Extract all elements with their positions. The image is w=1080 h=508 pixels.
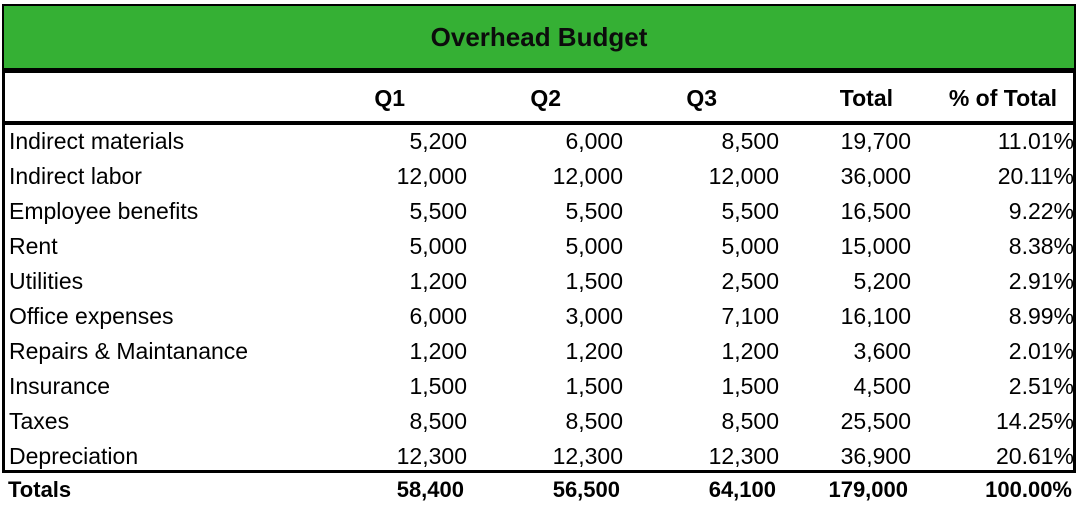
column-header-pct: % of Total xyxy=(948,85,1057,111)
cell-total: 36,000 xyxy=(840,163,911,189)
cell-q1: 6,000 xyxy=(409,303,467,329)
cell-pct: 9.22% xyxy=(1008,198,1074,224)
cell-q1: 12,000 xyxy=(396,163,467,189)
cell-pct: 20.61% xyxy=(995,443,1074,469)
column-header-q3: Q3 xyxy=(686,85,717,111)
cell-q3: 5,500 xyxy=(721,198,779,224)
row-label: Indirect materials xyxy=(9,128,185,154)
column-header-total: Total xyxy=(839,85,893,111)
cell-q1: 12,300 xyxy=(396,443,467,469)
table-row xyxy=(5,440,1073,475)
cell-q2: 3,000 xyxy=(565,303,623,329)
table-title: Overhead Budget xyxy=(2,4,1076,70)
cell-q2: 5,000 xyxy=(565,233,623,259)
cell-pct: 11.01% xyxy=(997,128,1074,154)
column-header-q2: Q2 xyxy=(530,85,561,111)
cell-pct: 8.38% xyxy=(1008,233,1074,259)
column-header-row xyxy=(2,70,1076,124)
cell-q3: 8,500 xyxy=(721,408,779,434)
cell-total: 19,700 xyxy=(840,128,911,154)
row-label: Taxes xyxy=(9,408,70,434)
cell-pct: 2.01% xyxy=(1008,338,1074,364)
row-label: Depreciation xyxy=(9,443,139,469)
cell-q2: 12,000 xyxy=(552,163,623,189)
cell-q2: 1,500 xyxy=(565,373,623,399)
table-row xyxy=(5,300,1073,335)
row-label: Repairs & Maintanance xyxy=(9,338,249,364)
totals-total: 179,000 xyxy=(828,477,908,502)
cell-q2: 1,500 xyxy=(565,268,623,294)
table-row xyxy=(5,405,1073,440)
totals-q1: 58,400 xyxy=(396,477,464,502)
cell-q3: 12,300 xyxy=(708,443,779,469)
row-label: Employee benefits xyxy=(9,198,199,224)
table-body xyxy=(2,122,1076,473)
totals-label: Totals xyxy=(8,477,72,502)
cell-q1: 8,500 xyxy=(409,408,467,434)
cell-total: 5,200 xyxy=(853,268,911,294)
cell-q2: 8,500 xyxy=(565,408,623,434)
cell-total: 16,100 xyxy=(840,303,911,329)
cell-total: 3,600 xyxy=(853,338,911,364)
cell-q1: 1,500 xyxy=(409,373,467,399)
column-header-q1: Q1 xyxy=(374,85,405,111)
cell-q1: 5,200 xyxy=(409,128,467,154)
totals-row xyxy=(2,473,1076,506)
row-label: Rent xyxy=(9,233,58,259)
cell-q2: 1,200 xyxy=(565,338,623,364)
cell-pct: 2.51% xyxy=(1008,373,1074,399)
row-label: Insurance xyxy=(9,373,111,399)
cell-q1: 5,500 xyxy=(409,198,467,224)
row-label: Utilities xyxy=(9,268,84,294)
cell-q3: 8,500 xyxy=(721,128,779,154)
cell-total: 25,500 xyxy=(840,408,911,434)
totals-q3: 64,100 xyxy=(708,477,776,502)
table-row xyxy=(5,195,1073,230)
cell-q3: 2,500 xyxy=(721,268,779,294)
table-row xyxy=(5,370,1073,405)
cell-q3: 7,100 xyxy=(721,303,779,329)
cell-q3: 12,000 xyxy=(708,163,779,189)
cell-q2: 5,500 xyxy=(565,198,623,224)
cell-q3: 1,500 xyxy=(721,373,779,399)
cell-pct: 2.91% xyxy=(1008,268,1074,294)
table-row xyxy=(5,265,1073,300)
totals-pct: 100.00% xyxy=(985,477,1072,502)
table-row xyxy=(5,335,1073,370)
table-row xyxy=(5,125,1073,160)
cell-total: 36,900 xyxy=(840,443,911,469)
cell-q1: 5,000 xyxy=(409,233,467,259)
cell-total: 15,000 xyxy=(840,233,911,259)
cell-q3: 5,000 xyxy=(721,233,779,259)
cell-pct: 20.11% xyxy=(997,163,1074,189)
cell-pct: 8.99% xyxy=(1008,303,1074,329)
table-row xyxy=(5,230,1073,265)
cell-q1: 1,200 xyxy=(409,268,467,294)
cell-total: 16,500 xyxy=(840,198,911,224)
cell-pct: 14.25% xyxy=(995,408,1074,434)
cell-q3: 1,200 xyxy=(721,338,779,364)
row-label: Office expenses xyxy=(9,303,174,329)
table-row xyxy=(5,160,1073,195)
cell-q1: 1,200 xyxy=(409,338,467,364)
totals-q2: 56,500 xyxy=(552,477,620,502)
cell-q2: 12,300 xyxy=(552,443,623,469)
overhead-budget-table xyxy=(2,4,1076,506)
cell-q2: 6,000 xyxy=(565,128,623,154)
row-label: Indirect labor xyxy=(9,163,142,189)
cell-total: 4,500 xyxy=(853,373,911,399)
